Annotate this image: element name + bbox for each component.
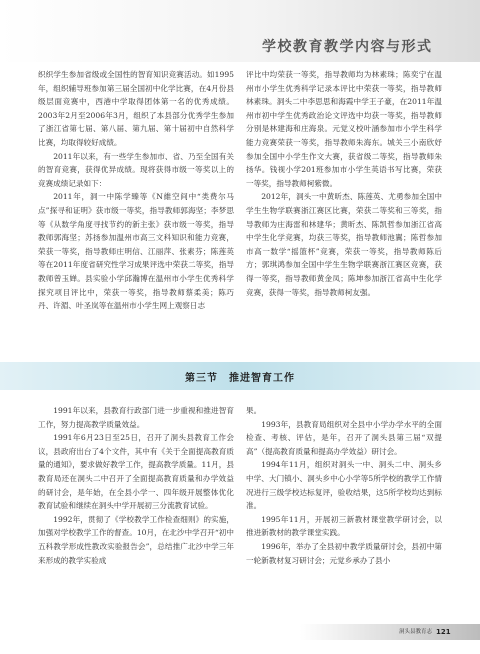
- paragraph: 果。: [246, 406, 262, 415]
- paragraph: 1991年6月23日至25日，召开了洞头县教育工作会议，县政府出台了4个文件，其中有《关于全面提高教育质量的通知》，要求做好教学工作，提高教学质量。11月，县教育局还在洞头二中召开了全面提高教育质量和办学效益的研讨会，是年始，在全县小学一、四年级开展整体优化教育试验和继续在洞头中学开展初三分流教育试验。: [38, 433, 234, 511]
- paragraph: 1991年以来，县教育行政部门进一步重视和推进智育工作，努力提高教学质量效益。: [38, 406, 234, 429]
- paragraph: 1993年，县教育局组织对全县中小学办学水平的全面检查、考核、评估，是年，召开了洞头县第三届“双提高”（提高教育质量和提高办学效益）研讨会。: [246, 419, 442, 456]
- footer-book-title: 洞头县教育志: [398, 629, 432, 635]
- paragraph: 2011年，洞一中陈学臻等《N維空间中“类费尔马点”探寻和证明》获市级一等奖，指导教师郭海坚；李梦思等《从数学角度寻找节约的新主张》获市级一等奖，指导教师郭海坚；苏扬参加温州市高三文科知识和能力竞赛，荣获一等奖，指导教师庄明信、江丽萍、张素芬；陈莲英等在2011年度省研究性学习成果评选中荣获二等奖，指导教师曾玉婵。县实验小学邱瀚博在温州市小学生优秀科学探究项目评比中，荣获一等奖，指导教师蔡柔美；陈巧丹、许湄、叶圣岚等在温州市小学生网上观察日志: [38, 192, 234, 311]
- running-header-title: 学校教育教学内容与形式: [262, 39, 433, 54]
- column-bottom-right: [246, 404, 442, 600]
- paragraph: 评比中均荣获一等奖，指导教师均为林素珠；陈奕宁在温州市小学生优秀科学记录本评比中荣获一等奖，指导教师林素珠。洞头二中李思思和海霞中学王子豪，在2011年温州市初中学生优秀政治论文评选中均获一等奖，指导教师分别是林建海和庄海泉。元觉义校叶涵参加市小学生科学能力竞赛荣获一等奖，指导教师朱海东。城关三小南欣妤参加全国中小学生作文大赛，获省级二等奖，指导教师朱扬华。钱视小学201班参加市小学生英语书写比赛，荣获一等奖，指导教师柯紫微。: [246, 70, 442, 188]
- paragraph: 1996年，举办了全县初中教学质量研讨会，县初中第一轮新教材复习研讨会；元觉乡承办了县小: [246, 541, 442, 565]
- column-bottom-left: [38, 404, 234, 600]
- paragraph: 2012年，洞头一中黄昕杰、陈莲英、尤勇参加全国中学生生物学联赛浙江赛区比赛，荣获二等奖和三等奖，指导教师为庄海雷和林建华；黄昕杰、陈凯哲参加浙江省高中学生化学竞赛，均获三等奖，指导教师池翼；陈哲参加市高一数学“摇篮杯”竞赛，荣获一等奖，指导教师陈后方；郭琪鸿参加全国中学生生物学联赛浙江赛区竞赛，获得一等奖，指导教师黄金凤；陈坤参加浙江省高中生化学竞赛，获得一等奖，指导教师柯友强。: [246, 192, 442, 297]
- paragraph: 2011年以来，有一些学生参加市、省、乃至全国有关的智育竞赛，获得优异成绩。现将获得市级一等奖以上的竞赛成绩记录如下：: [38, 151, 234, 188]
- section-title: 第三节 推进智育工作: [185, 373, 295, 384]
- paragraph: 1992年，贯彻了《学校教学工作检查细则》的实施，加强对学校教学工作的督查。10月，在北沙中学召开“初中五科教学形成性教改实验报告会”，总结推广北沙中学三年来形成的教学实验成: [38, 514, 234, 565]
- page-number: 121: [436, 628, 451, 636]
- paragraph: 1994年11月，组织对洞头一中、洞头二中、洞头乡中学、大门镇小、洞头乡中心小学等5所学校的教学工作情况进行三级学校达标复评，验收结果，这5所学校均达到标准。: [246, 460, 442, 511]
- paragraph: 织织学生参加省级或全国性的智育知识竞赛活动。如1995年，组织辅导班参加第三届全国初中化学比赛，在4月份县级层面竞赛中，西港中学取得团体第一名的优秀成绩。2003年2月至2006年3月，组织了本县部分优秀学生参加了浙江省第七届、第八届、第九届、第十届初中自然科学比赛，均取得较好成绩。: [38, 70, 234, 147]
- paragraph: 1995年11月，开展初三新教材课堂教学研讨会，以推进新教材的教学课堂实践。: [246, 514, 442, 538]
- column-top-right: [246, 68, 442, 358]
- column-top-left: [38, 68, 234, 358]
